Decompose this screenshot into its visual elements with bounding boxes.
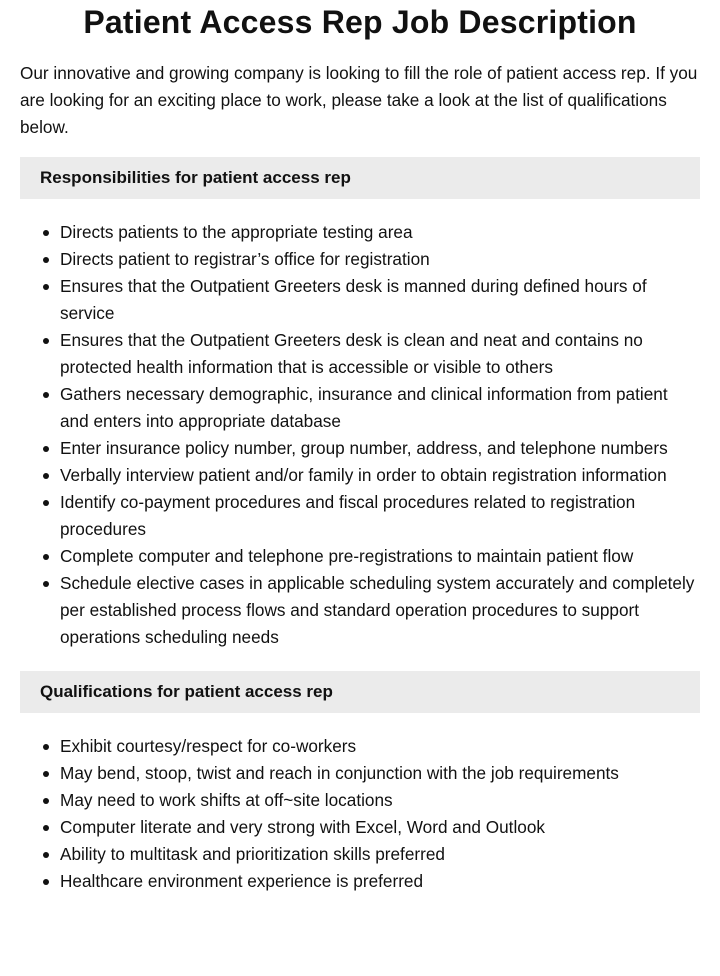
list-item: Healthcare environment experience is preferred: [60, 868, 700, 895]
list-item: Directs patients to the appropriate testing area: [60, 219, 700, 246]
list-item: May need to work shifts at off~site locations: [60, 787, 700, 814]
list-item: May bend, stoop, twist and reach in conjunction with the job requirements: [60, 760, 700, 787]
list-item: Directs patient to registrar’s office for registration: [60, 246, 700, 273]
responsibilities-list: [20, 219, 700, 651]
list-item: Schedule elective cases in applicable scheduling system accurately and completely per established process flows and standard operation procedures to support operations scheduling needs: [60, 570, 700, 651]
qualifications-heading: Qualifications for patient access rep: [20, 671, 700, 713]
list-item: Ensures that the Outpatient Greeters desk is clean and neat and contains no protected health information that is accessible or visible to others: [60, 327, 700, 381]
list-item: Complete computer and telephone pre-registrations to maintain patient flow: [60, 543, 700, 570]
list-item: Exhibit courtesy/respect for co-workers: [60, 733, 700, 760]
list-item: Identify co-payment procedures and fiscal procedures related to registration procedures: [60, 489, 700, 543]
page-title: Patient Access Rep Job Description: [83, 4, 637, 40]
intro-paragraph: Our innovative and growing company is looking to fill the role of patient access rep. If you are looking for an exciting place to work, please take a look at the list of qualifications below.: [20, 63, 698, 137]
list-item: Ensures that the Outpatient Greeters desk is manned during defined hours of service: [60, 273, 700, 327]
list-item: Verbally interview patient and/or family in order to obtain registration information: [60, 462, 700, 489]
list-item: Gathers necessary demographic, insurance and clinical information from patient and enters into appropriate database: [60, 381, 700, 435]
list-item: Enter insurance policy number, group number, address, and telephone numbers: [60, 435, 700, 462]
qualifications-list: [20, 733, 700, 895]
responsibilities-heading: Responsibilities for patient access rep: [20, 157, 700, 199]
list-item: Computer literate and very strong with Excel, Word and Outlook: [60, 814, 700, 841]
list-item: Ability to multitask and prioritization skills preferred: [60, 841, 700, 868]
